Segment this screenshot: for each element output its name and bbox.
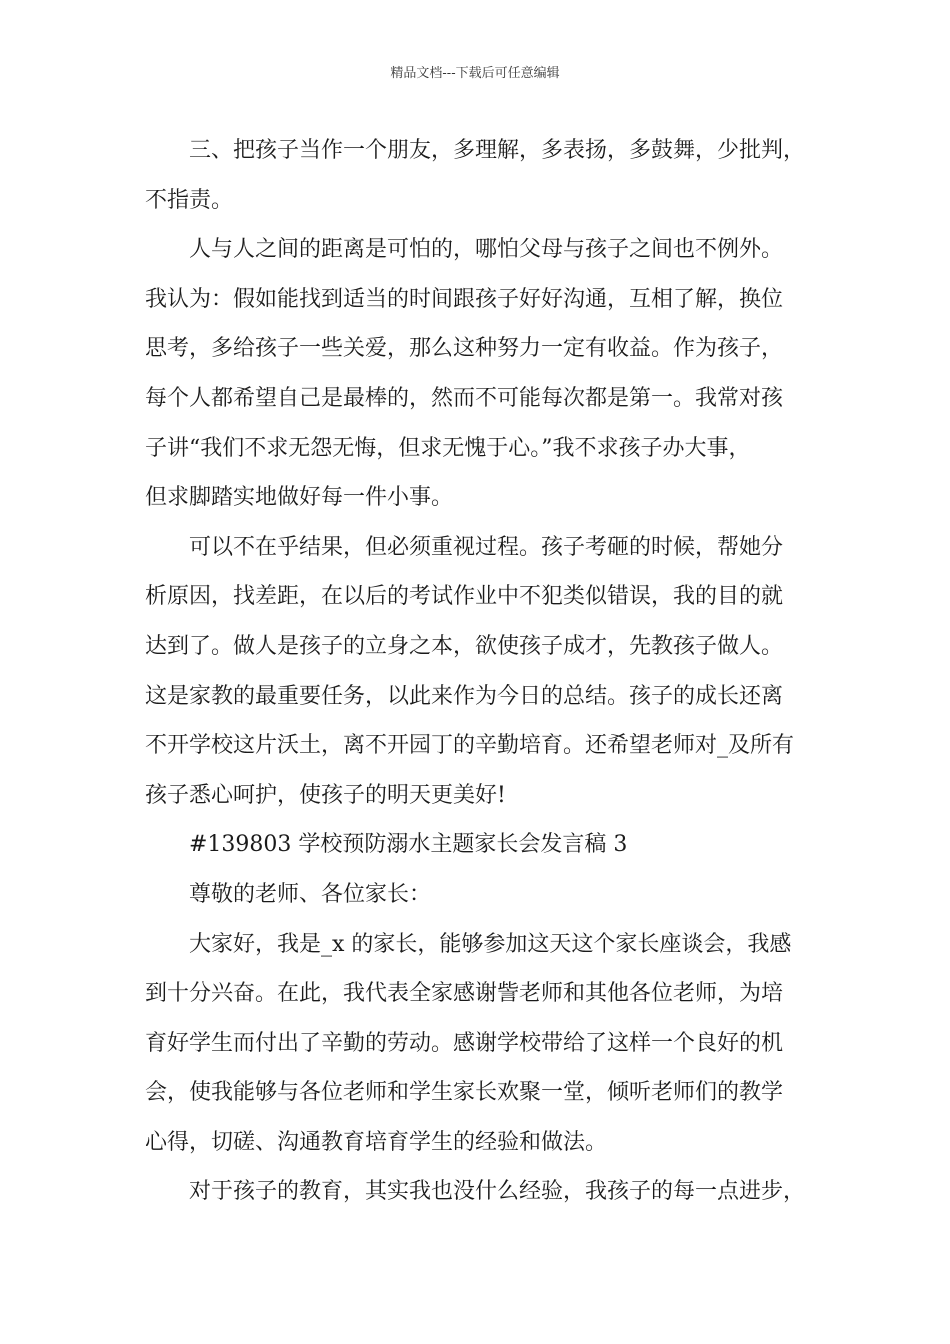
- text-line: 孩子悉心呵护，使孩子的明天更美好!: [145, 782, 506, 808]
- text-line: 可以不在乎结果，但必须重视过程。孩子考砸的时候，帮她分: [189, 534, 784, 560]
- text-line: 大家好，我是_x 的家长，能够参加这天这个家长座谈会，我感: [189, 931, 792, 957]
- text-line: 不指责。: [145, 187, 234, 213]
- text-line: 到十分兴奋。在此，我代表全家感谢訾老师和其他各位老师，为培: [145, 981, 784, 1007]
- text-line: 尊敬的老师、各位家长：: [189, 881, 432, 907]
- section-heading: [145, 820, 845, 870]
- text-line: 但求脚踏实地做好每一件小事。: [145, 485, 454, 511]
- text-line: 三、把孩子当作一个朋友，多理解，多表扬，多鼓舞，少批判，: [189, 138, 806, 163]
- text-line: 会，使我能够与各位老师和学生家长欢聚一堂，倾听老师们的教学: [145, 1080, 784, 1106]
- text-line: 析原因，找差距，在以后的考试作业中不犯类似错误，我的目的就: [145, 584, 784, 610]
- text-line: 心得，切磋、沟通教育培育学生的经验和做法。: [145, 1129, 608, 1155]
- text-line: #139803 学校预防溺水主题家长会发言稿 3: [189, 832, 628, 858]
- text-line: 我认为：假如能找到适当的时间跟孩子好好沟通，互相了解，换位: [145, 286, 784, 312]
- salutation: [145, 870, 845, 920]
- paragraph-distance: [145, 225, 845, 523]
- text-line: 达到了。做人是孩子的立身之本，欲使孩子成才，先教孩子做人。: [145, 633, 784, 659]
- page-header: 精品文档---下载后可任意编辑: [390, 66, 560, 81]
- paragraph-point-three: [145, 126, 845, 225]
- paragraph-process: [145, 523, 845, 821]
- text-line: 育好学生而付出了辛勤的劳动。感谢学校带给了这样一个良好的机: [145, 1030, 784, 1056]
- text-line: 思考，多给孩子一些关爱，那么这种努力一定有收益。作为孩子，: [145, 336, 784, 362]
- text-line: 人与人之间的距离是可怕的，哪怕父母与孩子之间也不例外。: [189, 237, 784, 263]
- paragraph-greeting: [145, 920, 845, 1168]
- text-line: 不开学校这片沃土，离不开园丁的辛勤培育。还希望老师对_及所有: [145, 733, 795, 759]
- text-line: 对于孩子的教育，其实我也没什么经验，我孩子的每一点进步，: [189, 1179, 806, 1205]
- document-body: [145, 126, 845, 1217]
- paragraph-education: [145, 1167, 845, 1217]
- text-line: 子讲“我们不求无怨无悔，但求无愧于心。”我不求孩子办大事，: [145, 435, 751, 461]
- text-line: 每个人都希望自己是最棒的，然而不可能每次都是第一。我常对孩: [145, 385, 784, 411]
- text-line: 这是家教的最重要任务，以此来作为今日的总结。孩子的成长还离: [145, 683, 784, 709]
